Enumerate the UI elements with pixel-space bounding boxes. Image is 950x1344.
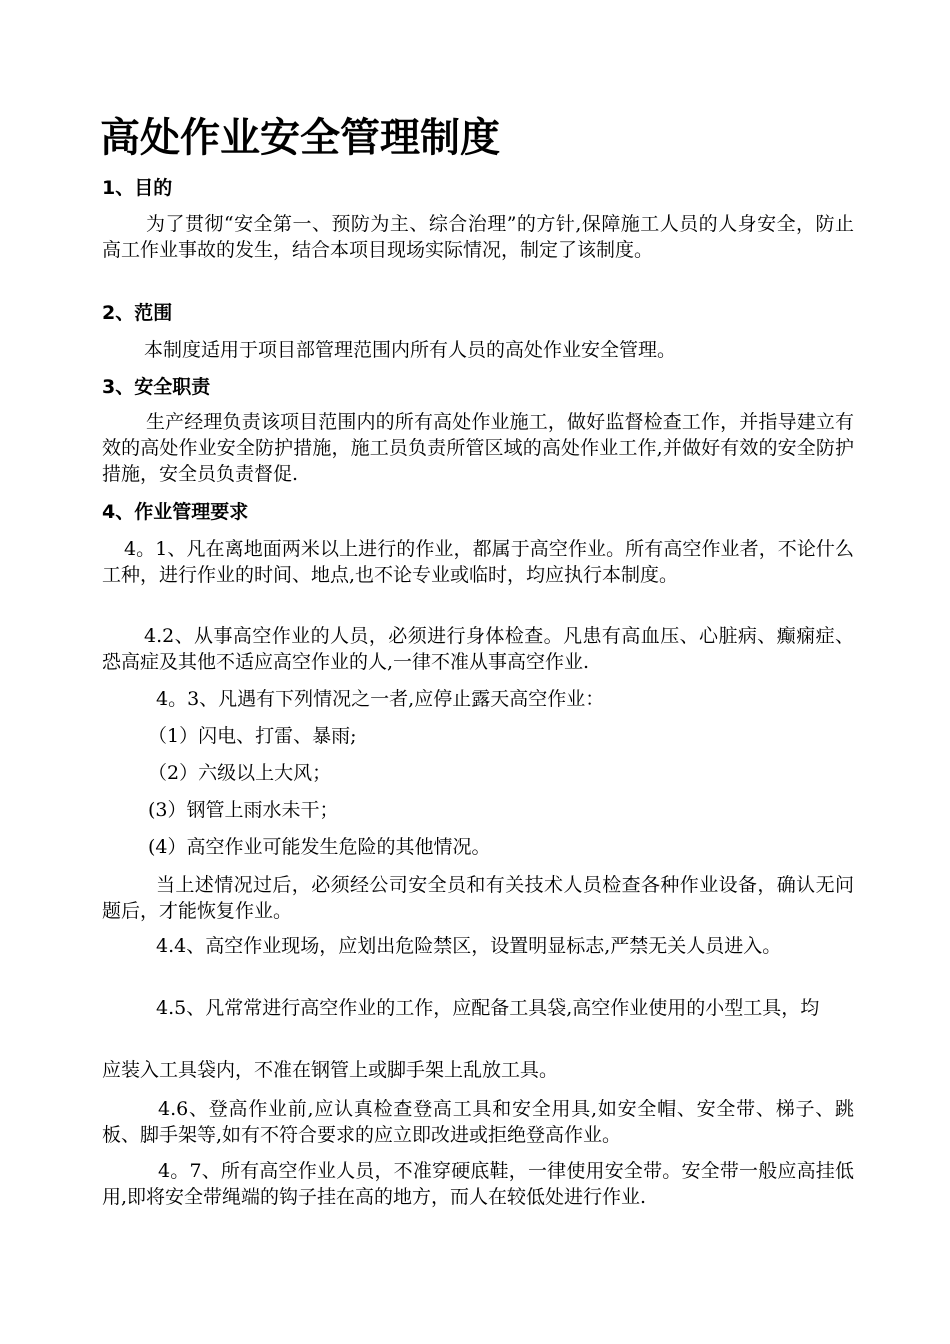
paragraph-4-5: 4.5、凡常常进行高空作业的工作，应配备工具袋,高空作业使用的小型工具，均 [156,997,820,1019]
paragraph-4-5-continued: 应装入工具袋内，不准在钢管上或脚手架上乱放工具。 [102,1059,559,1081]
section-heading-purpose: 1、目的 [102,177,173,199]
paragraph-4-7: 4。7、所有高空作业人员，不准穿硬底鞋，一律使用安全带。安全带一般应高挂低用,即将安全带绳端的钩子挂在高的地方，而人在较低处进行作业. [102,1160,854,1208]
section-heading-responsibilities: 3、安全职责 [102,376,211,398]
list-item-1: （1）闪电、打雷、暴雨; [148,725,357,747]
paragraph-after-conditions: 当上述情况过后，必须经公司安全员和有关技术人员检查各种作业设备，确认无问题后，才能恢复作业。 [102,874,854,922]
paragraph-4-6: 4.6、登高作业前,应认真检查登高工具和安全用具,如安全帽、安全带、梯子、跳板、脚手架等,如有不符合要求的应立即改进或拒绝登高作业。 [102,1098,854,1146]
paragraph-purpose: 为了贯彻“安全第一、预防为主、综合治理”的方针,保障施工人员的人身安全，防止高工作业事故的发生，结合本项目现场实际情况，制定了该制度。 [102,213,854,261]
paragraph-scope: 本制度适用于项目部管理范围内所有人员的高处作业安全管理。 [144,339,677,361]
list-item-4: (4）高空作业可能发生危险的其他情况。 [148,836,491,858]
paragraph-responsibilities: 生产经理负责该项目范围内的所有高处作业施工，做好监督检查工作，并指导建立有效的高处作业安全防护措施，施工员负责所管区域的高处作业工作,并做好有效的安全防护措施，安全员负责督促. [102,411,854,485]
paragraph-4-4: 4.4、高空作业现场，应划出危险禁区，设置明显标志,严禁无关人员进入。 [156,935,782,957]
paragraph-4-3: 4。3、凡遇有下列情况之一者,应停止露天高空作业： [156,688,605,710]
document-title: 高处作业安全管理制度 [100,114,500,161]
list-item-2: （2）六级以上大风； [148,762,332,784]
list-item-3: (3）钢管上雨水未干； [148,799,339,821]
paragraph-4-2: 4.2、从事高空作业的人员，必须进行身体检查。凡患有高血压、心脏病、癫痫症、恐高症及其他不适应高空作业的人,一律不准从事高空作业. [102,625,854,673]
paragraph-4-1: 4。1、凡在离地面两米以上进行的作业，都属于高空作业。所有高空作业者，不论什么工种，进行作业的时间、地点,也不论专业或临时，均应执行本制度。 [102,538,854,586]
section-heading-requirements: 4、作业管理要求 [102,501,249,523]
section-heading-scope: 2、范围 [102,302,173,324]
